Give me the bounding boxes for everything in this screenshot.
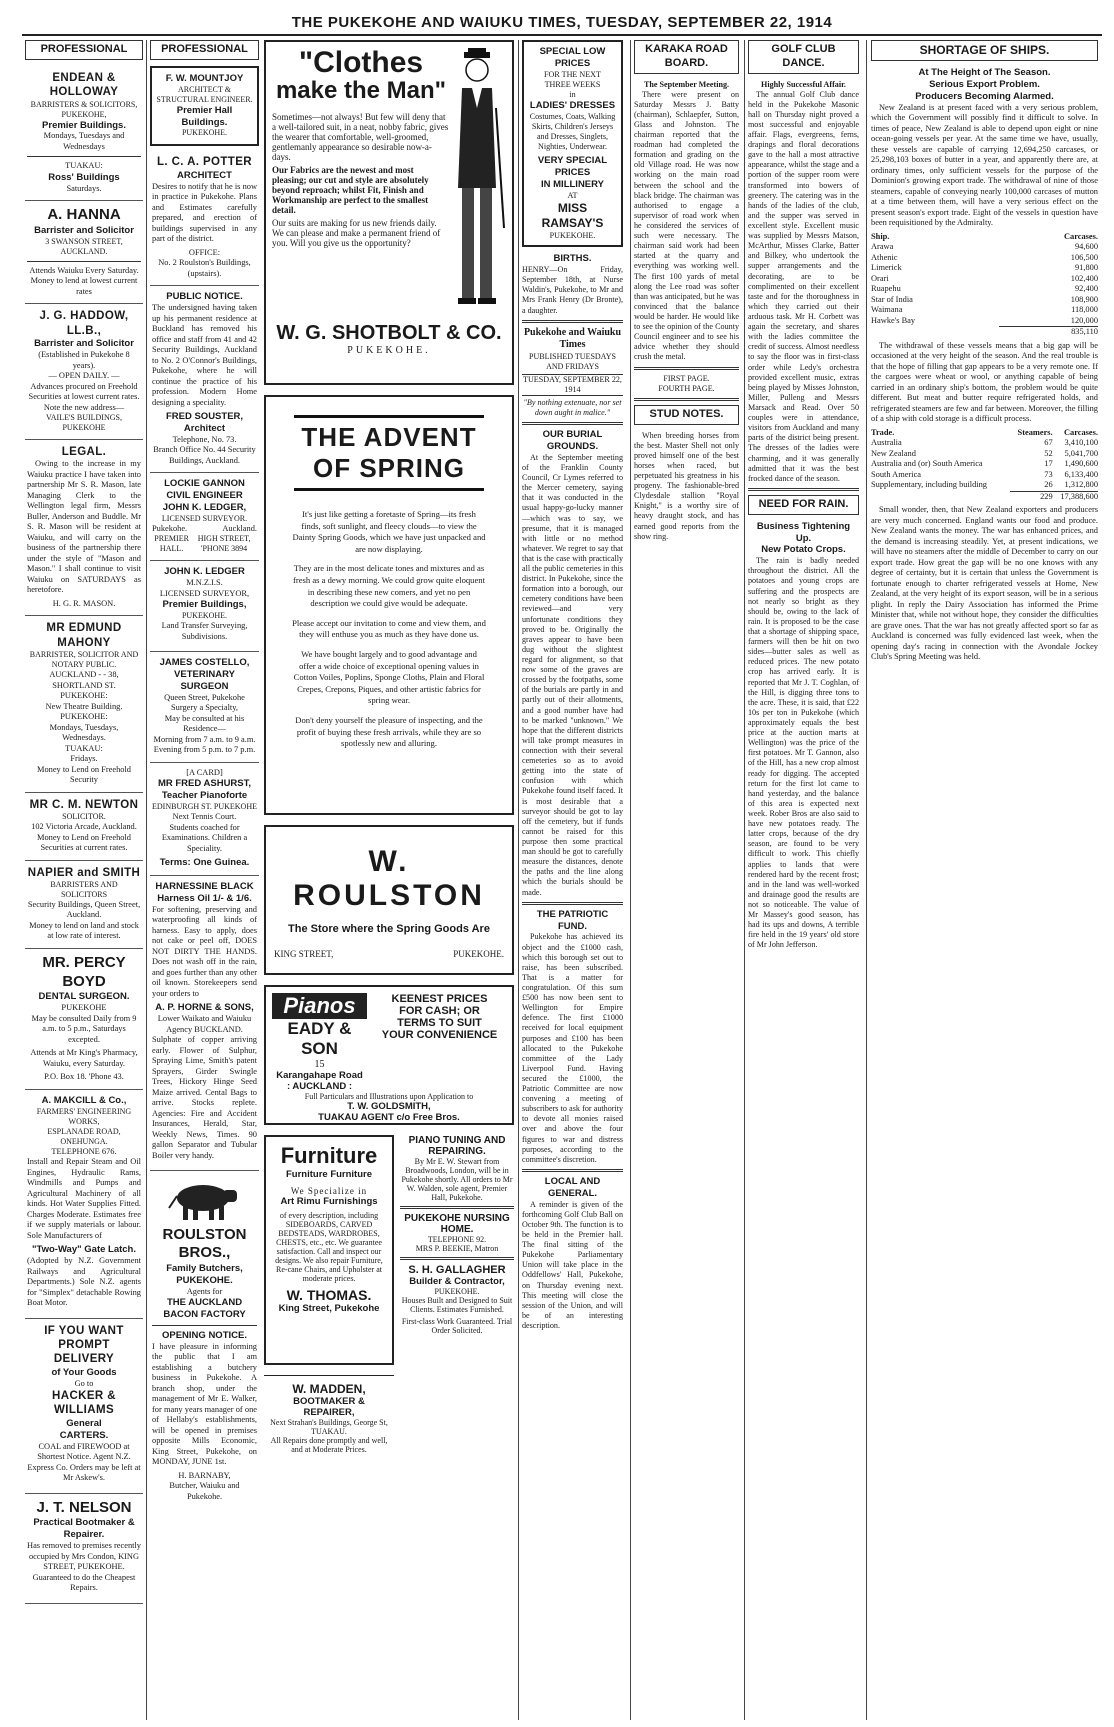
ashurst-name: MR FRED ASHURST, bbox=[157, 778, 252, 790]
ships-table-cell: Orari bbox=[871, 273, 889, 283]
paper-sub: PUBLISHED TUESDAYS AND FRIDAYS bbox=[529, 351, 616, 371]
pianos-city: : AUCKLAND : bbox=[286, 1081, 353, 1092]
mountjoy-name: F. W. MOUNTJOY bbox=[165, 72, 244, 84]
advent-p2: They are in the most delicate tones and mixtures and as fresh as a dewy morning. We could grow quite eloquent in describing these new comers, and yet no pen description we could give would be adequate. bbox=[293, 563, 485, 609]
ships-table-row bbox=[871, 263, 1098, 274]
haddow-title: Barrister and Solicitor bbox=[34, 338, 134, 350]
trade-table-cell: Australia and (or) South America bbox=[871, 459, 983, 469]
mahony-puke2: PUKEKOHE: bbox=[60, 712, 108, 722]
makcill-addr: ESPLANADE ROAD, ONEHUNGA. bbox=[47, 1126, 121, 1146]
prompt-go: Go to bbox=[74, 1378, 94, 1388]
mahony-puke: PUKEKOHE: bbox=[60, 691, 108, 701]
gannon-t4: HIGH STREET, 'PHONE 3894 bbox=[197, 534, 251, 554]
haddow-name: J. G. HADDOW, LL.B., bbox=[39, 310, 129, 337]
furniture-line: Art Rimu Furnishings bbox=[280, 1196, 378, 1207]
roulstonbros-bacon: BACON FACTORY bbox=[163, 1309, 246, 1321]
rain-heading: NEED FOR RAIN. bbox=[748, 495, 859, 515]
ships-table-cell: 92,400 bbox=[1074, 284, 1098, 294]
roulstonbros-sub: Family Butchers, bbox=[166, 1263, 243, 1274]
roulstonbros-town: PUKEKOHE. bbox=[176, 1274, 233, 1286]
furniture-firm: W. THOMAS. bbox=[286, 1287, 372, 1303]
paper-name: Pukekohe and Waiuku Times bbox=[523, 326, 622, 351]
gentleman-illustration bbox=[450, 48, 506, 318]
trade-table-row bbox=[871, 470, 1098, 481]
makcill-body: Install and Repair Steam and Oil Engines, Hydraulic Rams, Windmills and Pumps and Agricultural Machinery of all kinds. Hot Water Supplies Fitted. Charges Moderate. Estimates free if we supply materials or labour. Sole Manufacturers of bbox=[27, 1157, 141, 1240]
ledger-name: JOHN K. LEDGER bbox=[164, 566, 245, 578]
nelson-body: Has removed to premises recently occupied by Mrs Condon, KING STREET, PUKEKOHE. Guaranteed to do the Cheapest Repairs. bbox=[27, 1541, 141, 1592]
ships-table-row bbox=[871, 284, 1098, 295]
keenest-2: FOR CASH; OR bbox=[399, 1005, 480, 1017]
trade-table-cell: 73 bbox=[1044, 469, 1053, 479]
hanna-addr: 3 SWANSON STREET, AUCKLAND. bbox=[45, 236, 123, 256]
trade-table-cell: 17 bbox=[1044, 459, 1053, 469]
ramsay-t4: LADIES' DRESSES bbox=[529, 100, 616, 112]
keenest-1: KEENEST PRICES bbox=[391, 993, 488, 1005]
nursing-title: PUKEKOHE NURSING HOME. bbox=[404, 1213, 510, 1235]
makcill-sub: FARMERS' ENGINEERING WORKS, bbox=[36, 1106, 132, 1126]
mahony-lend: Money to Lend on Freehold Security bbox=[37, 764, 131, 785]
ships-table-row bbox=[871, 274, 1098, 285]
furniture-sub: Furniture Furniture bbox=[285, 1169, 373, 1180]
trade-table-row bbox=[871, 438, 1098, 449]
potter-body: Desires to notify that he is now in practice in Pukekohe. Plans and Estimates carefully prepared, and erection of buildings supervised in any part of the district. bbox=[152, 181, 257, 244]
ashurst-body: Students coached for Examinations. Children a Speciality. bbox=[161, 822, 248, 853]
ledger-sub2: LICENSED SURVEYOR, bbox=[159, 588, 250, 598]
ashurst-sub: Teacher Pianoforte bbox=[161, 790, 248, 802]
potter-name: L. C. A. POTTER bbox=[156, 156, 253, 169]
endean-place: Premier Buildings. bbox=[42, 119, 126, 131]
trade-table-cell: 26 bbox=[1044, 480, 1053, 490]
trade-table-cell: 3,410,100 bbox=[1064, 438, 1098, 448]
endean-town: PUKEKOHE, bbox=[61, 109, 107, 119]
column-6 bbox=[744, 40, 862, 1720]
trade-table-cell: Australia bbox=[871, 438, 902, 448]
boyd-t1: May be consulted Daily from 9 a.m. to 5 p.m., Saturdays excepted. bbox=[31, 1013, 137, 1044]
roulston-tag: The Store where the Spring Goods Are bbox=[288, 923, 490, 935]
mountjoy-sub: ARCHITECT & STRUCTURAL ENGINEER. bbox=[156, 84, 253, 104]
golf-heading: GOLF CLUB DANCE. bbox=[748, 40, 859, 74]
ledger-sub: M.N.Z.I.S. bbox=[186, 578, 223, 588]
nelson-name: J. T. NELSON bbox=[36, 1498, 132, 1516]
trade-total-2: 17,388,600 bbox=[1053, 491, 1098, 502]
pianos-place: TUAKAU AGENT c/o Free Bros. bbox=[318, 1112, 460, 1123]
ships-table-cell: 108,900 bbox=[1070, 294, 1098, 304]
trade-table-cell: 67 bbox=[1044, 438, 1053, 448]
golf-sub: Highly Successful Affair. bbox=[761, 79, 846, 89]
trade-table-cell: Supplementary, including building bbox=[871, 480, 987, 490]
legal-body: Owing to the increase in my Waiuku practice I have taken into partnership Mr S. R. Mason, late Managing Clerk to the Wellington legal firm, Messrs Buller, Anderson and Buddle. Mr S. R. Mason will be resident at Waiuku, and will carry on the business of the partnership there under the style of "Mason and Mason." I shall continue to visit Waiuku on SATURDAYS as heretofore. bbox=[27, 459, 141, 595]
gallagher-sub: Builder & Contractor, bbox=[409, 1276, 505, 1287]
harness-body: For softening, preserving and waterproofing all kinds of harness. Easy to apply, does not cake or peel off, DOES NOT DIRTY THE HANDS. Does not wash off in the rain, and goes further than any other oil known. Storekeepers send your orders to bbox=[152, 904, 257, 998]
burial-heading: OUR BURIAL GROUNDS. bbox=[542, 429, 603, 452]
ships-table-row bbox=[871, 242, 1098, 253]
shotbolt-p3: Our suits are making for us new friends daily. We can please and make a permanent friend of you. Will you give us the opportunity? bbox=[272, 218, 441, 249]
keenest-3: TERMS TO SUIT bbox=[397, 1017, 482, 1029]
makcill-body2: (Adopted by N.Z. Government Railways and Agricultural Departments.) Sole N.Z. agents for "Simplex" detachable Rowing Boat Motor. bbox=[27, 1256, 141, 1307]
local-body: A reminder is given of the forthcoming Golf Club Ball on October 9th. The function is to be held in the Premier hall. The final sitting of the Pukekohe Parliamentary Union will take place in the Oddfellows' Hall, Pukekohe, on Thursday evening next. This meeting will close the session of the Union, and will be of an interesting description. bbox=[522, 1199, 623, 1330]
prompt-l1: IF YOU WANT bbox=[44, 1324, 124, 1337]
roulston-street: KING STREET, bbox=[274, 949, 334, 959]
furniture-spec: We Specialize in bbox=[290, 1186, 368, 1196]
mahony-addr: AUCKLAND - - 38, SHORTLAND ST. bbox=[49, 670, 119, 690]
costello-sub2: Surgery a Specialty, bbox=[171, 703, 238, 713]
golf-body: The annual Golf Club dance held in the Pukekohe Masonic hall on Thursday night proved a most successful and enjoyable affair. Flags, evergreens, ferns, drapings and floral decorations gave to the hall a most attractive appearance, whilst the stage and a portion of the supper room were transformed into bowers of greenery. The catering was in the hands of the ladies of the club, and the supper was served in excellent style. Excellent music was supplied by Messrs Matson, McArthur, Misses Clarke, Batter and Bilkey, who undertook the supper arrangements and the decorating, are to be complimented on their excellent taste and for the thoroughness in which they carried out their arduous task. Mr H. Corbett was again the secretary, and shares with the ladies committee the credit of success. Almost needless to say the floor was in first-class order while Ledy's orchestra provided excellent music, extras being played by Misses Johnston, Miller, Pulleng and Messrs Marsack and Read. Over 50 couples were in attendance, visitors from Auckland and many parts of the district being present. The dresses of the ladies were charming, and it was generally admitted that it was the best frocked dance of the season. bbox=[748, 89, 859, 483]
harness-sub: Harness Oil 1/- & 1/6. bbox=[157, 892, 252, 904]
napier-sub: BARRISTERS AND SOLICITORS bbox=[50, 879, 118, 899]
madden-body: All Repairs done promptly and well, and at Moderate Prices. bbox=[270, 1436, 388, 1454]
karaka-sub: The September Meeting. bbox=[643, 79, 730, 89]
shotbolt-town: PUKEKOHE. bbox=[347, 345, 431, 356]
harness-body2: Sulphate of copper arriving early. Flower of Sulphur, Spraying Lime, Smith's patent Sprayers, Girder Swingle Trees, Hickory Hinge Seed Maize arrived. Cental Bags to arrive. Stocks replete. Agencies: Fire and Accident Insurances, Herald, Star, Weekly News, Times. 90 gallon Separator and Tubular Boiler very handy. bbox=[152, 1035, 257, 1160]
ships-table-cell: 94,600 bbox=[1074, 242, 1098, 252]
napier-lend: Money to lend on land and stock at low rate of interest. bbox=[29, 920, 139, 941]
madden-advertisement bbox=[264, 1375, 394, 1485]
madden-addr: Next Strahan's Buildings, George St, bbox=[270, 1418, 388, 1427]
ships-table-row bbox=[871, 305, 1098, 316]
gannon-t2: Auckland. bbox=[222, 523, 257, 533]
column-professional-1 bbox=[22, 40, 146, 1720]
roulstonbros-sign: H. BARNABY, bbox=[178, 1470, 231, 1480]
ships-body2: The withdrawal of these vessels means that a big gap will be occasioned at the very height of the season. And the real trouble is that the hope of filling that gap appears to be a very remote one. If the cargoes were wheat or wool, or anything capable of being carried in an ordinary ship's bottom, the problem would be quite different. But meat and butter require refrigerated holds, and refrigerated steamers are few and far between. Moreover, the filling of a ship with cold storage is a difficult process. bbox=[871, 340, 1098, 424]
ashurst-card: [A CARD] bbox=[186, 767, 223, 777]
trade-table-cell: 52 bbox=[1044, 448, 1053, 458]
endean-days: Mondays, Tuesdays and Wednesdays bbox=[43, 131, 125, 151]
pianos-firm: EADY & SON bbox=[287, 1019, 352, 1058]
patriotic-heading: THE PATRIOTIC FUND. bbox=[536, 908, 609, 932]
madden-sub: BOOTMAKER & REPAIRER, bbox=[293, 1396, 365, 1418]
advent-p5: Don't deny yourself the pleasure of inspecting, and the profit of buying these fresh arrivals, while they are so spotlessly new and alluring. bbox=[295, 714, 483, 749]
shotbolt-p1: Sometimes—not always! But few will deny that a well-tailored suit, in a neat, nobby fabric, gives the wearer that comfortable, well-groomed, gentlemanly appearance so desirable now-a-days. bbox=[272, 112, 449, 163]
ships-table-h1: Ship. bbox=[871, 231, 890, 241]
furniture-advertisement bbox=[264, 1135, 394, 1365]
mountjoy-town: PUKEKOHE. bbox=[181, 128, 228, 138]
newton-lend: Money to Lend on Freehold Securities at current rates. bbox=[37, 832, 131, 852]
boyd-title: DENTAL SURGEON. bbox=[38, 991, 130, 1003]
trade-table-h1: Trade. bbox=[871, 427, 895, 437]
advent-title-2: OF SPRING bbox=[312, 453, 465, 483]
endean-ross: Ross' Buildings bbox=[48, 171, 120, 183]
napier-name: NAPIER and SMITH bbox=[27, 866, 141, 879]
nelson-sub: Practical Bootmaker & Repairer. bbox=[33, 1517, 135, 1541]
roulstonbros-the: THE AUCKLAND bbox=[166, 1297, 243, 1309]
furniture-title: Furniture bbox=[280, 1143, 378, 1168]
ships-heading: SHORTAGE OF SHIPS. bbox=[871, 40, 1098, 61]
roulston-advertisement bbox=[264, 825, 514, 975]
trade-table-row bbox=[871, 480, 1098, 491]
boyd-name: MR. PERCY BOYD bbox=[42, 953, 126, 990]
pianos-advertisement bbox=[264, 985, 514, 1125]
ships-table-h2: Carcases. bbox=[1063, 231, 1098, 241]
gannon-t3: PREMIER HALL. bbox=[154, 534, 189, 554]
newton-sub: SOLICITOR. bbox=[62, 812, 106, 821]
roulstonbros-agents: Agents for bbox=[186, 1286, 223, 1296]
ships-table-cell: Star of India bbox=[871, 294, 913, 304]
notice-body: The undersigned having taken up his permanent residence at Buckland has removed his office and staff from 41 and 42 Security Buildings, Auckland to No. 2 O'Connor's Buildings, Pukekohe, where he will continue the practice of his profession. Modern Home designing a speciality. bbox=[152, 303, 257, 407]
stud-heading: STUD NOTES. bbox=[634, 405, 739, 425]
ships-sub3: Producers Becoming Alarmed. bbox=[915, 90, 1054, 102]
prompt-firm: HACKER & WILLIAMS bbox=[52, 1390, 116, 1417]
ashurst-terms: Terms: One Guinea. bbox=[159, 857, 250, 868]
madden-town: TUAKAU. bbox=[311, 1427, 347, 1436]
haddow-open: — OPEN DAILY. — bbox=[48, 371, 120, 380]
ships-table-cell: 102,400 bbox=[1070, 273, 1098, 283]
mountjoy-place: Premier Hall Buildings. bbox=[176, 104, 233, 128]
costello-t3: Evening from 5 p.m. to 7 p.m. bbox=[153, 745, 256, 755]
mahony-fri: Fridays. bbox=[70, 754, 98, 764]
ramsay-t1: SPECIAL LOW PRICES bbox=[539, 46, 606, 69]
piano-tuning bbox=[400, 1135, 514, 1338]
mahony-hall: New Theatre Building. bbox=[45, 701, 123, 711]
harness-firm: A. P. HORNE & SONS, bbox=[155, 1002, 254, 1014]
notice-branch: Branch Office No. 44 Security Buildings, Auckland. bbox=[153, 445, 256, 465]
furniture-addr: King Street, Pukekohe bbox=[278, 1303, 380, 1314]
firstpage-1: FIRST PAGE. bbox=[663, 373, 710, 383]
ships-table-cell: Arawa bbox=[871, 242, 894, 252]
paper-date: TUESDAY, SEPTEMBER 22, 1914 bbox=[522, 374, 623, 396]
ashurst-addr: EDINBURGH ST. PUKEKOHE bbox=[152, 802, 257, 811]
ramsay-town: PUKEKOHE. bbox=[549, 231, 596, 241]
pianos-body: Full Particulars and Illustrations upon Application to bbox=[304, 1092, 474, 1101]
ships-table bbox=[871, 232, 1098, 338]
costello-t2: Morning from 7 a.m. to 9 a.m. bbox=[153, 734, 256, 744]
boyd-t3: P.O. Box 18. 'Phone 43. bbox=[44, 1072, 124, 1082]
masthead: THE PUKEKOHE AND WAIUKU TIMES, TUESDAY, SEPTEMBER 22, 1914 bbox=[22, 14, 1102, 36]
advent-p3: Please accept our invitation to come and view them, and they will enthuse you as much as they have done us. bbox=[292, 617, 486, 640]
roulstonbros-name: ROULSTON BROS., bbox=[162, 1225, 247, 1262]
madden-name: W. MADDEN, bbox=[292, 1382, 366, 1396]
ramsay-in: in bbox=[569, 89, 576, 99]
trade-table-cell: 1,312,800 bbox=[1064, 480, 1098, 490]
harness-name: HARNESSINE BLACK bbox=[155, 880, 254, 892]
gannon-sub: CIVIL ENGINEER bbox=[166, 490, 243, 502]
endean-sat: Saturdays. bbox=[66, 183, 102, 193]
pianos-agent: T. W. GOLDSMITH, bbox=[347, 1101, 431, 1112]
napier-addr: Security Buildings, Queen Street, Auckland. bbox=[27, 899, 141, 920]
gallagher-name: S. H. GALLAGHER bbox=[408, 1264, 506, 1276]
notice-heading: PUBLIC NOTICE. bbox=[166, 291, 243, 303]
advent-p4: We have bought largely and to good advantage and offer a wide choice of exceptional opening values in Cotton Voiles, Poplins, Sponge Cloths, Plain and Floral Crepes, Crepons, Piques, and other artistic fabrics for spring wear. bbox=[293, 648, 485, 706]
costello-sub: VETERINARY SURGEON bbox=[174, 669, 235, 692]
piano-body: By Mr E. W. Stewart from Broadwoods, London, will be in Pukekohe shortly. All orders to Mr W. Walden, sole agent, Premier Hall, Pukekohe. bbox=[401, 1157, 513, 1202]
patriotic-body: Pukekohe has achieved its object and the £1000 cash, which this borough set out to raise, has been subscribed. That is a matter for congratulation. Of this sum £500 has now been sent to Wellington for Empire defence. The first £1000 received for local equipment purposes and £100 has been allocated to the Pukekohe committee of the Lady Liverpool Fund. Having secured the £1000, the Patriotic Committee are now convening a meeting of subscribers to ask for authority to devote all monies raised over and above the four figures to war and distress purposes, according to the committee's discretion. bbox=[522, 932, 623, 1164]
mahony-days: Mondays, Tuesdays, Wednesdays. bbox=[49, 722, 119, 743]
advent-p1: It's just like getting a foretaste of Spring—its fresh finds, soft sunlight, and fleecy clouds—to view the Dainty Spring Goods, which we have just unpacked and are now displaying. bbox=[292, 509, 486, 554]
makcill-tel: TELEPHONE 676. bbox=[51, 1146, 117, 1156]
trade-table-row bbox=[871, 449, 1098, 460]
hanna-name: A. HANNA bbox=[47, 206, 121, 224]
births-body: HENRY—On Friday, September 18th, at Nurse Waldin's, Pukekohe, to Mr and Mrs Frank Henry (Dr Bronte), a daughter. bbox=[522, 265, 623, 315]
gallagher-body: Houses Built and Designed to Suit Clients. Estimates Furnished. bbox=[401, 1296, 513, 1314]
keenest-4: YOUR CONVENIENCE bbox=[381, 1029, 498, 1041]
gallagher-town: PUKEKOHE. bbox=[434, 1287, 480, 1296]
karaka-heading: KARAKA ROAD BOARD. bbox=[634, 40, 739, 74]
ships-table-row bbox=[871, 253, 1098, 264]
ledger-town: PUKEKOHE. bbox=[181, 611, 228, 621]
costello-name: JAMES COSTELLO, bbox=[159, 657, 250, 669]
haddow-est: (Established in Pukekohe 8 years). bbox=[38, 350, 130, 370]
prompt-l2: PROMPT DELIVERY bbox=[53, 1338, 115, 1366]
pianos-brand: Pianos bbox=[272, 993, 367, 1019]
roulstonbros-body: I have pleasure in informing the public that I am establishing a butchery business in Pukekohe. A branch shop, under the management of Mr E. Walker, for many years manager of one of Hellaby's establishments, will be opened in premises opposite Mills Economic, King Street, Pukekohe, on MONDAY, JUNE 1st. bbox=[152, 1341, 257, 1467]
ledger-place: Premier Buildings, bbox=[162, 599, 247, 611]
shotbolt-title-2: make the Man" bbox=[275, 77, 447, 104]
legal-sign: H. G. R. MASON. bbox=[52, 598, 116, 608]
roulstonbros-opening: OPENING NOTICE. bbox=[162, 1330, 247, 1341]
column-professional-2 bbox=[146, 40, 262, 1720]
prompt-car: CARTERS. bbox=[59, 1429, 109, 1441]
ships-table-cell: Hawke's Bay bbox=[871, 315, 916, 325]
ramsay-body: Costumes, Coats, Walking Skirts, Children's Jerseys and Dresses, Singlets, Nighties, Underwear. bbox=[529, 111, 616, 152]
gannon-t1: Pukekohe. bbox=[152, 523, 188, 533]
legal-heading: LEGAL. bbox=[61, 446, 107, 458]
stud-body: When breeding horses from the best. Master Shell not only proved himself one of the best horses when raced, but perpetuated his greatness in his progeny. The fashionable-bred Clydesdale stallion "Royal Knight," is a worthy sire of heavy draught stock, and has earned good reports from the show ring. bbox=[634, 430, 739, 541]
ramsay-at: AT bbox=[567, 191, 578, 201]
shotbolt-advertisement bbox=[264, 40, 514, 385]
paper-motto: "By nothing extenuate, nor set down aught in malice." bbox=[523, 397, 622, 417]
bull-illustration bbox=[165, 1176, 245, 1222]
column-heading-2: PROFESSIONAL bbox=[150, 40, 259, 60]
rain-sub: Business Tightening Up. bbox=[756, 520, 851, 544]
roulstonbros-sign2: Butcher, Waiuku and Pukekohe. bbox=[169, 1481, 240, 1501]
ramsay-t3: THREE WEEKS bbox=[544, 79, 601, 89]
trade-table-h3: Carcases. bbox=[1063, 427, 1098, 437]
gannon-sub2: LICENSED SURVEYOR. bbox=[161, 513, 248, 523]
potter-office: OFFICE: bbox=[188, 247, 221, 257]
ramsay-t2: FOR THE NEXT bbox=[544, 69, 601, 79]
mahony-sub: BARRISTER, SOLICITOR AND NOTARY PUBLIC. bbox=[29, 650, 139, 670]
trade-table bbox=[871, 428, 1098, 503]
karaka-body: There were present on Saturday Messrs J. Batty (chairman), Schlaepfer, Sutton, Glass and Johnston. The chairman reported that the roadman had completed the formation and grading on the old Village road. He was now working on the main road between the school and the black bridge. The chairman was authorised to engage a supervisor of road work when he considered the services of such were necessary. The chairman said work had been started at the quarry and everything was working well. The first 100 yards of metal along the Lee road was softer than was anticipated, but he was convinced that the balance would be harder. He would like to see the opinion of the County Council engineer and to see his advice whether they should crush the metal. bbox=[634, 89, 739, 362]
ships-sub2: Serious Export Problem. bbox=[929, 78, 1040, 90]
ships-table-cell: 120,000 bbox=[1070, 315, 1098, 325]
rain-sub2: New Potato Crops. bbox=[761, 544, 846, 556]
notice-tel: Telephone, No. 73. bbox=[172, 434, 237, 444]
advent-title-1: THE ADVENT bbox=[301, 422, 477, 452]
ships-table-row bbox=[871, 295, 1098, 306]
pianos-no: 15 bbox=[314, 1059, 325, 1070]
shotbolt-p2: Our Fabrics are the newest and most pleasing; our cut and style are absolutely beyond reproach; whilst Fit, Finish and Workmanship are perfect to the smallest detail. bbox=[272, 165, 429, 216]
endean-tuakau: TUAKAU: bbox=[65, 161, 103, 171]
rain-body: The rain is badly needed throughout the district. All the potatoes and young crops are suffering and the prospects are not nearly so bright as they should be, owing to the lack of rain. It is proposed to be the case that a shortage of shipping space, farmers will then be hit on two sides—butter sales as well as reduced prices. The new potato crop has arrived early. It is reported that Mr J. T. Coghlan, of the Hill, is digging three tons to the acre. These, it is said, that £22 10s per ton in Pukekohe (which approximately equals the best price at the auction marts at Wellington) was the price of the first potatoes. Mr T. Gannon, also of the Hill, has a new crop almost ready for digging. The accepted return for the first lot came to hand yesterday, and the balance of this area is expected next week. Rober Bros are also said to have new potatoes ready. The latter crops, because of the dry season, are found to be very difficult to work. This chiefly applies to lands that were rendered hard by the recent frost; and in the land was well-worked and drainage good the results are not so noticeable. The value of Mr Massey's good season, has had its ups and downs, A terrible fire held in the 19 years' old store of Mr John Jefferson. bbox=[748, 556, 859, 950]
endean-sub: BARRISTERS & SOLICITORS, bbox=[30, 99, 138, 109]
ships-table-cell: 106,500 bbox=[1070, 252, 1098, 262]
ashurst-next: Next Tennis Court. bbox=[172, 812, 237, 821]
ships-table-cell: Limerick bbox=[871, 263, 902, 273]
ships-table-cell: 118,000 bbox=[1071, 305, 1098, 315]
column-heading: PROFESSIONAL bbox=[25, 40, 143, 60]
shotbolt-firm: W. G. SHOTBOLT & CO. bbox=[276, 322, 502, 344]
potter-sub: ARCHITECT bbox=[177, 169, 232, 181]
hanna-a2: Money to lend at lowest current rates bbox=[30, 276, 138, 296]
advent-of-spring-advertisement bbox=[264, 395, 514, 815]
gallagher-body2: First-class Work Guaranteed. Trial Order Solicited. bbox=[401, 1317, 513, 1335]
ships-table-cell: Athenic bbox=[871, 252, 898, 262]
mahony-tuakau: TUAKAU: bbox=[65, 743, 103, 753]
hanna-title: Barrister and Solicitor bbox=[34, 225, 134, 236]
column-7 bbox=[866, 40, 1102, 1720]
roulston-name: W. ROULSTON bbox=[293, 845, 485, 912]
firstpage-2: FOURTH PAGE. bbox=[658, 383, 715, 393]
nursing-matron: MRS P. BEEKIE, Matron bbox=[415, 1244, 499, 1253]
potter-addr: No. 2 Roulston's Buildings, (upstairs). bbox=[158, 258, 251, 278]
piano-title: PIANO TUNING AND REPAIRING. bbox=[408, 1135, 506, 1157]
trade-table-cell: 6,133,400 bbox=[1064, 469, 1098, 479]
roulston-town: PUKEKOHE. bbox=[453, 949, 504, 959]
hanna-a1: Attends Waiuku Every Saturday. bbox=[29, 265, 139, 275]
boyd-t2: Attends at Mr King's Pharmacy, Waiuku, every Saturday. bbox=[30, 1048, 138, 1068]
endean-name: ENDEAN & HOLLOWAY bbox=[49, 71, 119, 99]
makcill-name: A. MAKCILL & Co., bbox=[41, 1094, 127, 1106]
ledger-body: Land Transfer Surveying, Subdivisions. bbox=[161, 621, 248, 641]
prompt-gen: General bbox=[66, 1417, 102, 1429]
shotbolt-title-1: "Clothes bbox=[298, 46, 424, 79]
ships-table-cell: 91,800 bbox=[1074, 263, 1098, 273]
births-heading: BIRTHS. bbox=[553, 253, 592, 265]
ships-sub: At The Height of The Season. bbox=[918, 67, 1051, 78]
newton-addr: 102 Victoria Arcade, Auckland. bbox=[31, 822, 137, 831]
haddow-t2: Note the new address— bbox=[43, 402, 125, 412]
ships-table-cell: Ruapehu bbox=[871, 284, 901, 294]
column-5 bbox=[630, 40, 742, 1720]
newton-name: MR C. M. NEWTON bbox=[29, 798, 139, 811]
trade-table-h2: Steamers. bbox=[1017, 427, 1053, 437]
costello-addr: Queen Street, Pukekohe bbox=[164, 692, 245, 702]
ships-body3: Small wonder, then, that New Zealand exporters and producers are very much concerned. England wants our food and produce. New Zealand wants the money. The war has enhanced prices, and the demand is increasing steadily. Yet, at present indications, we will have no steamers after the middle of December to carry on our export trade. How great the gap will be no one knows with any degree of certainty, but it is certain that unless the Government is fortunate enough to charter refrigerated vessels at Home, New Zealand, at the very height of its export season, will be in a serious plight. In reply the Dairy Association has informed the Prime Minister that, while not without hope, they consider the difficulties are grave ones. That the war has not greatly affected sport so far as Auckland is concerned was fully evidenced last week, when the opening day's racing in connection with the Avondale Jockey Club's Spring Meeting was held. bbox=[871, 505, 1098, 662]
ramsay-t6: IN MILLINERY bbox=[541, 179, 604, 191]
pianos-addr: Karangahape Road bbox=[276, 1070, 363, 1081]
local-heading: LOCAL AND GENERAL. bbox=[544, 1175, 601, 1199]
trade-table-cell: New Zealand bbox=[871, 448, 916, 458]
trade-table-cell: 1,490,600 bbox=[1064, 459, 1098, 469]
haddow-t1: Advances procured on Freehold Securities at lowest current rates. bbox=[28, 381, 140, 401]
trade-table-cell: South America bbox=[871, 469, 922, 479]
prompt-l3: of Your Goods bbox=[51, 1366, 117, 1378]
nursing-tel: TELEPHONE 92. bbox=[427, 1235, 487, 1244]
trade-total-1: 229 bbox=[1010, 491, 1052, 502]
ramsay-t7: MISS RAMSAY'S bbox=[541, 201, 604, 231]
trade-table-cell: 5,041,700 bbox=[1064, 448, 1098, 458]
mahony-name: MR EDMUND MAHONY bbox=[46, 622, 122, 649]
trade-table-row bbox=[871, 459, 1098, 470]
gannon-name: LOCKIE GANNON bbox=[164, 478, 245, 490]
column-4 bbox=[518, 40, 626, 1720]
gannon-name2: JOHN K. LEDGER, bbox=[162, 502, 247, 513]
boyd-town: PUKEKOHE bbox=[61, 1003, 107, 1013]
furniture-body: of every description, including SIDEBOARDS, CARVED BEDSTEADS, WARDROBES, CHESTS, etc., etc. We guarantee satisfaction. Call and inspect our designs. We also repair Furniture, Re-cane Chairs, and Upholster at moderate prices. bbox=[275, 1211, 383, 1283]
prompt-body: COAL and FIREWOOD at Shortest Notice. Agent N.Z. Express Co. Orders may be left at Mr Askew's. bbox=[27, 1441, 141, 1482]
burial-body: At the September meeting of the Franklin County Council, Cr Lymes referred to the Mercer cemetery, saying that it was conducted in the usual happy-go-lucky manner—which was to say, we presume, that it is managed with little or no method whatever. We regret to say that that is the case with practically all the public cemeteries in this district. In Pukekohe, since the formation into a borough, our cemetery conditions have been reviewed—and very unfortunate conditions they proved to be. Originally the graves appear to have been dug without the slightest regard for alignment, so that now some of the graves are crossed by the footpaths, some of the burials are partly in and partly out of their allotments, and a good number have had to be marked "unknown." We hope that the different districts will take prompt measures in connection with their several cemeteries so as to avoid getting into the state of confusion with which Pukekohe found itself faced. It is most desirable that a surveyor should be got to lay off the cemetery, but if funds cannot be raised for this purpose then some practical man should be got to carefully measure the distances, denote the paths and the line along which the burials should be made. bbox=[522, 452, 623, 897]
haddow-t3: VAILE'S BUILDINGS, PUKEKOHE bbox=[46, 413, 122, 432]
notice-name: FRED SOUSTER, Architect bbox=[165, 411, 244, 434]
makcill-gate: "Two-Way" Gate Latch. bbox=[31, 1244, 137, 1256]
ships-table-cell: Waimana bbox=[871, 305, 903, 315]
harness-addr: Lower Waikato and Waiuku Agency BUCKLAND. bbox=[157, 1014, 252, 1034]
ships-body: New Zealand is at present faced with a very serious problem, which the Government will possibly find it difficult to solve. In times of peace, New Zealand is able to depend upon eight or nine ocean-going vessels per year. At the same time we have, usually, these vessels are capable of carrying 12,694,250 carcases, or 25,298,103 boxes of butter in a year, and apparently there are, at ordinary times, only sufficient vessels for the purpose of the Dominion's growing export trade. The withdrawal of nine of those steamers, capable of conveying nearly 100,000 carcases of mutton at a time between them, will have a very serious effect on the present season's export trade. Eight of the vessels in question have been requisitioned by the Admiralty. bbox=[871, 102, 1098, 228]
ships-table-total: 835,110 bbox=[999, 327, 1098, 338]
costello-t1: May be consulted at his Residence— bbox=[164, 713, 245, 734]
ships-table-row bbox=[871, 316, 1098, 327]
ramsay-t5: VERY SPECIAL PRICES bbox=[537, 155, 608, 179]
